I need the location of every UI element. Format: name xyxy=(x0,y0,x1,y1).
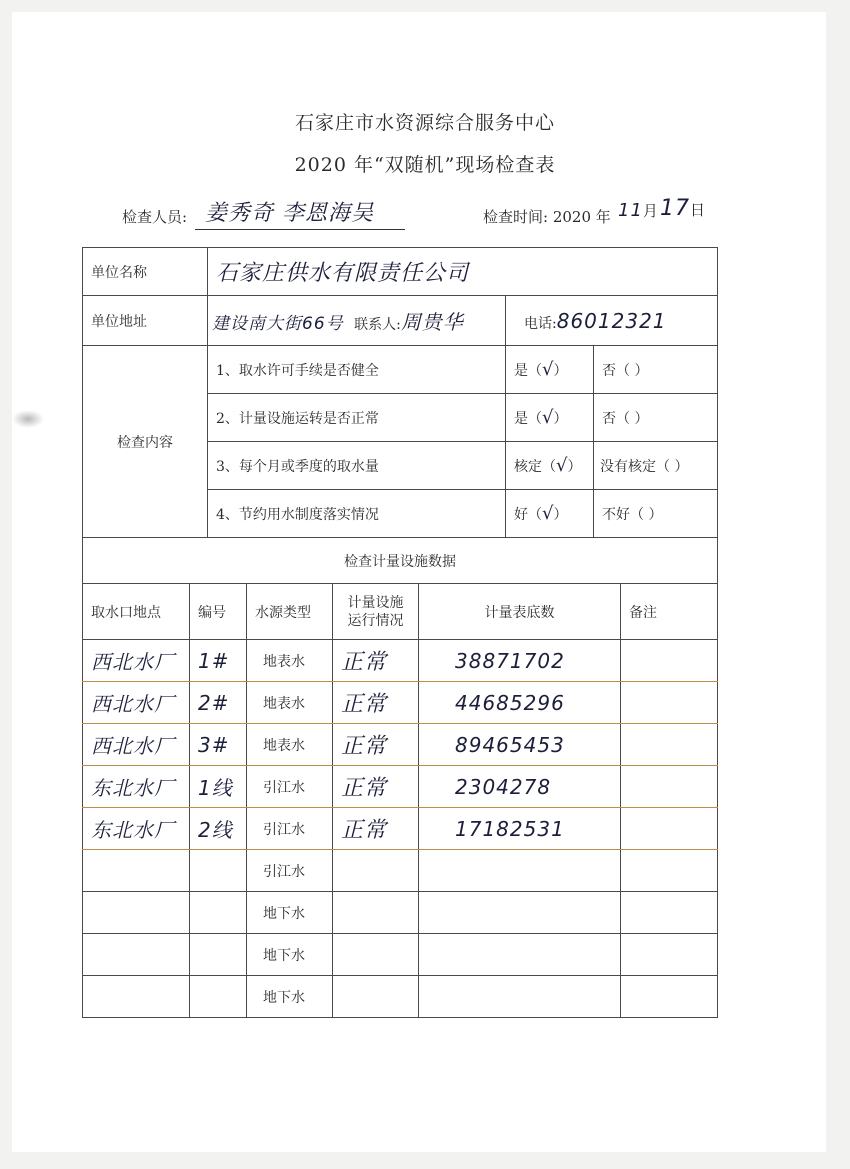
date-month-value: 11 xyxy=(618,200,643,221)
meter-reading-value: 38871702 xyxy=(455,648,565,673)
meter-location-value: 东北水厂 xyxy=(91,776,175,800)
content-item-text-3: 3、每个月或季度的取水量 xyxy=(208,442,506,490)
col-header-status xyxy=(333,584,419,640)
meter-remark xyxy=(621,766,718,808)
meter-number xyxy=(190,766,247,808)
meter-remark xyxy=(621,850,718,892)
content-item-opt1-2 xyxy=(506,394,594,442)
meter-source-value: 地表水 xyxy=(263,695,305,712)
inspection-form xyxy=(82,247,717,1020)
date-day xyxy=(660,196,705,221)
meter-number xyxy=(190,682,247,724)
meter-remark xyxy=(621,808,718,850)
meter-number-value: 1线 xyxy=(198,776,233,800)
col-header-location: 取水口地点 xyxy=(83,584,190,640)
date-day-unit: 日 xyxy=(690,201,706,219)
meter-row xyxy=(83,850,718,892)
meter-location xyxy=(83,976,190,1018)
meter-status xyxy=(333,640,419,682)
meter-number xyxy=(190,640,247,682)
meter-source xyxy=(247,934,333,976)
content-item-opt1-1 xyxy=(506,346,594,394)
meter-status xyxy=(333,892,419,934)
meter-source xyxy=(247,724,333,766)
meter-source-value: 引江水 xyxy=(263,779,305,796)
inspectors-underline xyxy=(195,229,405,230)
meter-data-table xyxy=(82,537,718,1018)
meter-status xyxy=(333,808,419,850)
content-item-opt1-4 xyxy=(506,490,594,538)
meter-location-value: 西北水厂 xyxy=(91,650,175,674)
date-label: 检查时间: 2020 年 xyxy=(483,208,611,226)
meter-reading xyxy=(419,640,621,682)
meter-status xyxy=(333,934,419,976)
unit-name-label: 单位名称 xyxy=(83,248,208,296)
phone-cell xyxy=(506,296,718,346)
meter-source xyxy=(247,976,333,1018)
meter-status xyxy=(333,976,419,1018)
meter-location xyxy=(83,682,190,724)
meter-status-value: 正常 xyxy=(341,776,388,801)
meter-source xyxy=(247,682,333,724)
meter-reading xyxy=(419,724,621,766)
meter-location xyxy=(83,724,190,766)
opt1-label: 是（ xyxy=(514,411,542,427)
col-header-reading: 计量表底数 xyxy=(419,584,621,640)
meter-location xyxy=(83,934,190,976)
meter-location xyxy=(83,766,190,808)
scan-smudge xyxy=(12,410,44,428)
meter-section-title-row xyxy=(83,538,718,584)
unit-name-cell xyxy=(208,248,718,296)
meter-source xyxy=(247,766,333,808)
check-mark-icon: √ xyxy=(542,503,554,524)
meter-number xyxy=(190,976,247,1018)
meter-number xyxy=(190,934,247,976)
inspectors-signature: 姜秀奇 李恩海吴 xyxy=(205,201,374,226)
content-item-opt2-1: 否（ ） xyxy=(594,346,718,394)
meter-header-row xyxy=(83,584,718,640)
form-title: 2020 年“双随机”现场检查表 xyxy=(294,154,556,176)
meter-source-value: 地下水 xyxy=(263,989,305,1006)
meter-section-title: 检查计量设施数据 xyxy=(83,538,718,584)
content-item-opt1-3 xyxy=(506,442,594,490)
contact-value: 周贵华 xyxy=(400,310,464,334)
meter-row xyxy=(83,892,718,934)
meter-status-value: 正常 xyxy=(341,692,388,717)
meter-reading xyxy=(419,808,621,850)
check-mark-icon: √ xyxy=(542,407,554,428)
inspectors-label: 检查人员: xyxy=(122,208,188,226)
col-header-number: 编号 xyxy=(190,584,247,640)
meter-remark xyxy=(621,682,718,724)
content-item-opt2-4: 不好（ ） xyxy=(594,490,718,538)
meter-source-value: 地表水 xyxy=(263,653,305,670)
meter-location-value: 西北水厂 xyxy=(91,734,175,758)
meter-source xyxy=(247,808,333,850)
meter-source xyxy=(247,850,333,892)
meter-reading xyxy=(419,934,621,976)
phone-label: 电话: xyxy=(524,315,557,332)
unit-address-label: 单位地址 xyxy=(83,296,208,346)
unit-name-value: 石家庄供水有限责任公司 xyxy=(216,261,470,286)
opt1-close: ） xyxy=(553,507,568,523)
meter-reading xyxy=(419,892,621,934)
meter-row xyxy=(83,808,718,850)
meter-reading xyxy=(419,976,621,1018)
content-item-text-1: 1、取水许可手续是否健全 xyxy=(208,346,506,394)
meter-number-value: 2# xyxy=(198,690,230,715)
address-contact-cell xyxy=(208,296,506,346)
meter-location xyxy=(83,850,190,892)
meter-location xyxy=(83,892,190,934)
phone-value: 86012321 xyxy=(556,308,667,333)
content-item-text-2: 2、计量设施运转是否正常 xyxy=(208,394,506,442)
meter-reading-value: 2304278 xyxy=(455,774,552,799)
meter-row xyxy=(83,766,718,808)
meter-source-value: 地下水 xyxy=(263,905,305,922)
opt1-close: ） xyxy=(567,459,582,475)
meter-number xyxy=(190,808,247,850)
meter-number xyxy=(190,850,247,892)
meter-source-value: 引江水 xyxy=(263,821,305,838)
meter-reading xyxy=(419,682,621,724)
unit-address-row xyxy=(83,296,718,346)
check-mark-icon: √ xyxy=(542,359,554,380)
meter-source xyxy=(247,640,333,682)
meter-location xyxy=(83,640,190,682)
content-item-opt2-3: 没有核定（ ） xyxy=(594,442,718,490)
org-title: 石家庄市水资源综合服务中心 xyxy=(294,112,555,134)
meter-number-value: 2线 xyxy=(198,818,233,842)
meter-number xyxy=(190,892,247,934)
meter-source xyxy=(247,892,333,934)
col-header-source: 水源类型 xyxy=(247,584,333,640)
content-item-opt2-2: 否（ ） xyxy=(594,394,718,442)
meter-status xyxy=(333,766,419,808)
meter-reading-value: 17182531 xyxy=(455,816,565,841)
opt1-label: 核定（ xyxy=(514,459,556,475)
unit-address-value: 建设南大街66号 xyxy=(212,314,344,334)
meter-reading-value: 44685296 xyxy=(455,690,565,715)
opt1-close: ） xyxy=(553,411,568,427)
meter-status-value: 正常 xyxy=(341,650,388,675)
content-item-text-4: 4、节约用水制度落实情况 xyxy=(208,490,506,538)
meter-source-value: 引江水 xyxy=(263,863,305,880)
meter-row xyxy=(83,640,718,682)
meter-row xyxy=(83,934,718,976)
opt1-label: 是（ xyxy=(514,363,542,379)
meter-row xyxy=(83,682,718,724)
meter-reading xyxy=(419,850,621,892)
meter-status-value: 正常 xyxy=(341,734,388,759)
meter-location-value: 西北水厂 xyxy=(91,692,175,716)
meter-reading xyxy=(419,766,621,808)
date-month xyxy=(618,200,658,221)
meter-rows xyxy=(83,640,718,1018)
meter-source-value: 地表水 xyxy=(263,737,305,754)
meter-status xyxy=(333,682,419,724)
inspection-content-label: 检查内容 xyxy=(83,346,208,538)
meter-number xyxy=(190,724,247,766)
meter-location xyxy=(83,808,190,850)
meter-remark xyxy=(621,640,718,682)
meter-remark xyxy=(621,934,718,976)
meter-status-value: 正常 xyxy=(341,818,388,843)
check-mark-icon: √ xyxy=(556,455,568,476)
content-item-row-1 xyxy=(83,346,718,394)
col-header-remark: 备注 xyxy=(621,584,718,640)
meter-remark xyxy=(621,892,718,934)
opt1-label: 好（ xyxy=(514,507,542,523)
col-header-status-line1: 计量设施 xyxy=(347,594,404,611)
col-header-status-line2: 运行情况 xyxy=(347,612,404,629)
contact-label: 联系人: xyxy=(354,317,401,333)
meter-location-value: 东北水厂 xyxy=(91,818,175,842)
meter-row xyxy=(83,976,718,1018)
unit-name-row xyxy=(83,248,718,296)
meter-status xyxy=(333,724,419,766)
meter-status xyxy=(333,850,419,892)
meter-remark xyxy=(621,976,718,1018)
date-month-unit: 月 xyxy=(642,202,658,220)
meter-row xyxy=(83,724,718,766)
unit-info-table xyxy=(82,247,718,538)
meter-reading-value: 89465453 xyxy=(455,732,565,757)
meter-number-value: 1# xyxy=(198,648,230,673)
opt1-close: ） xyxy=(553,363,568,379)
meter-number-value: 3# xyxy=(198,732,230,757)
meter-source-value: 地下水 xyxy=(263,947,305,964)
meter-remark xyxy=(621,724,718,766)
date-day-value: 17 xyxy=(660,196,690,221)
